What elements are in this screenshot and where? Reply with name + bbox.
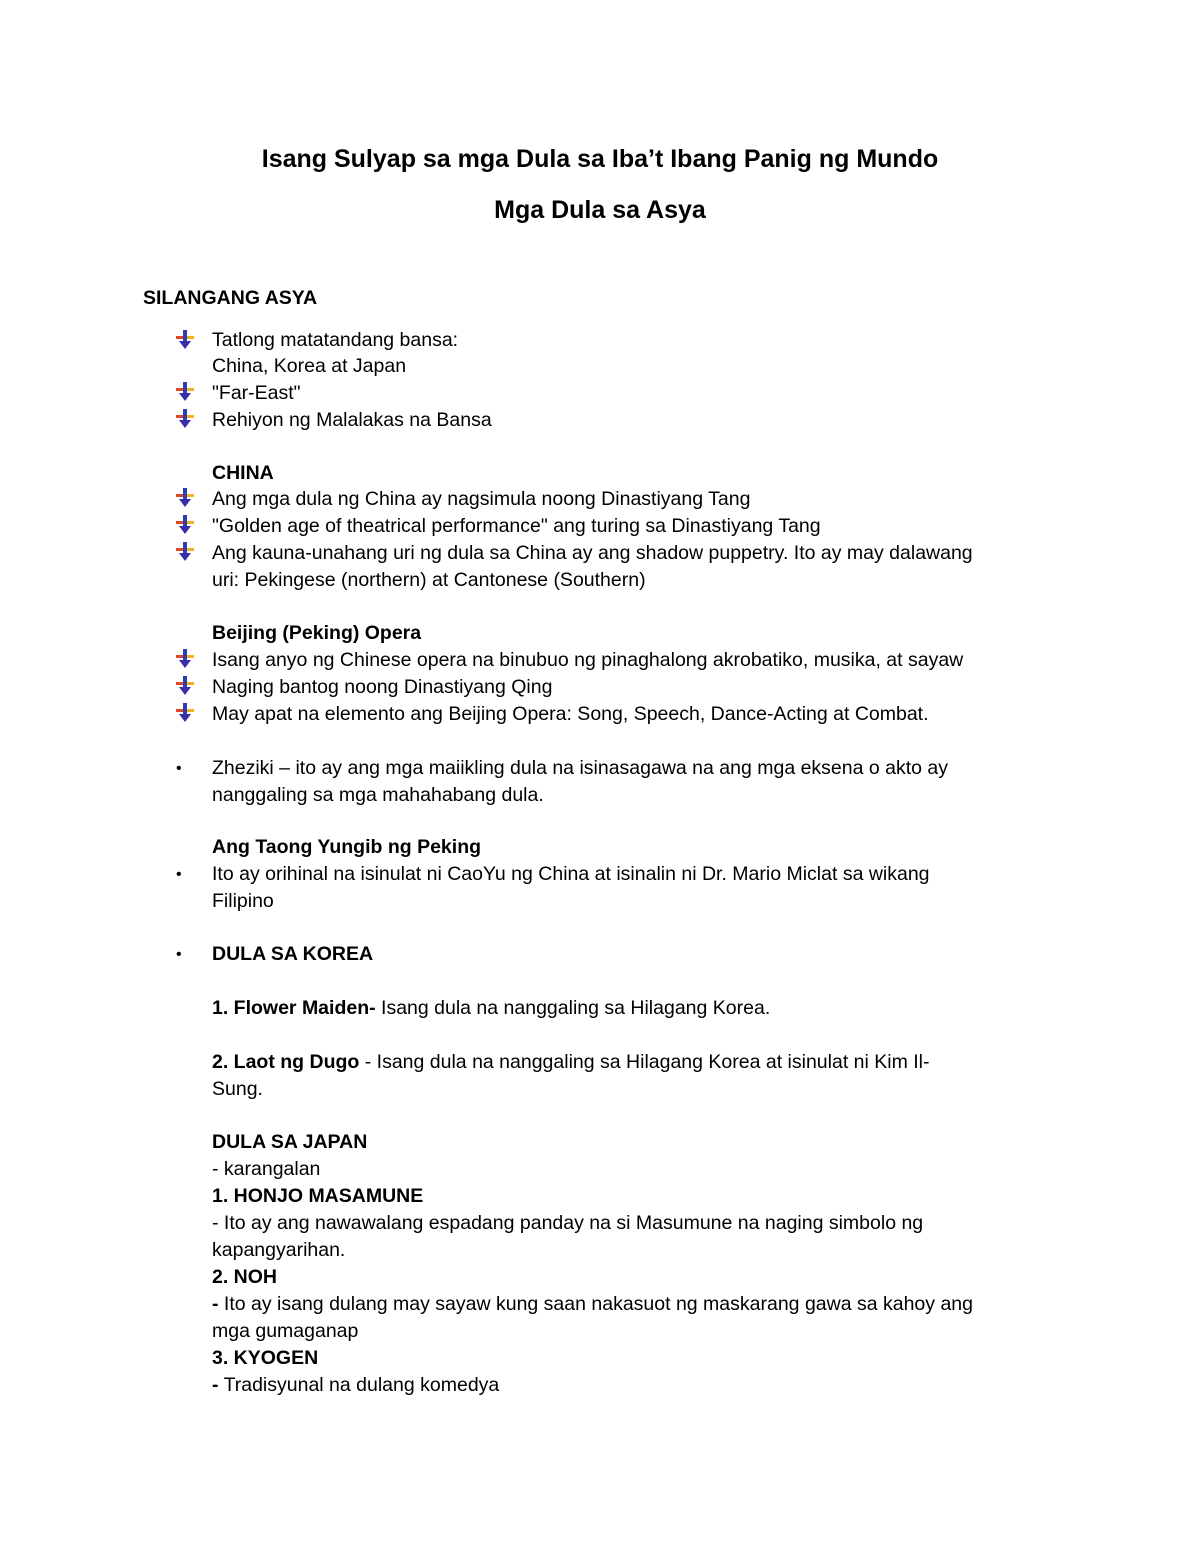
arrow-bullet-icon [175,703,195,723]
item-title: 2. NOH [212,1266,278,1288]
item-text-body: Tradisyunal na dulang komedya [218,1374,500,1396]
list-item-continuation: uri: Pekingese (northern) at Cantonese (Southern) [212,569,646,591]
arrow-bullet-icon [175,649,195,669]
list-item: Zheziki – ito ay ang mga maiikling dula na isinasagawa na ang mga eksena o akto ay [212,757,949,779]
item-title: 3. KYOGEN [212,1347,319,1369]
list-item: May apat na elemento ang Beijing Opera: Song, Speech, Dance-Acting at Combat. [212,703,929,725]
dash: - [212,1374,219,1396]
list-item: Ang kauna-unahang uri ng dula sa China ay ang shadow puppetry. Ito ay may dalawang [212,542,973,564]
section-subtitle: - karangalan [212,1158,321,1180]
list-item: "Golden age of theatrical performance" ang turing sa Dinastiyang Tang [212,515,821,537]
item-title: 1. HONJO MASAMUNE [212,1185,424,1207]
list-item: Naging bantog noong Dinastiyang Qing [212,676,553,698]
item-text-body: Ito ay isang dulang may sayaw kung saan nakasuot ng maskarang gawa sa kahoy ang [218,1293,973,1315]
item-text: - Ito ay ang nawawalang espadang panday na si Masumune na naging simbolo ng [212,1212,924,1234]
item-text [212,1295,973,1315]
item-text-continuation: mga gumaganap [212,1320,359,1342]
section-heading-beijing-opera: Beijing (Peking) Opera [212,622,422,644]
bullet-dot-icon: • [176,866,182,883]
list-item-continuation: China, Korea at Japan [212,355,407,377]
arrow-bullet-icon [175,330,195,350]
item-title: 2. Laot ng Dugo [212,1051,360,1073]
arrow-bullet-icon [175,542,195,562]
list-item: Isang anyo ng Chinese opera na binubuo ng pinaghalong akrobatiko, musika, at sayaw [212,649,964,671]
item-title: 1. Flower Maiden- [212,997,376,1019]
arrow-bullet-icon [175,409,195,429]
item-text-continuation: kapangyarihan. [212,1239,346,1261]
bullet-dot-icon: • [176,760,182,777]
arrow-bullet-icon [175,382,195,402]
list-item [212,999,770,1019]
section-heading-silangang-asya: SILANGANG ASYA [143,287,318,309]
list-item-continuation: Sung. [212,1078,263,1100]
section-heading-japan: DULA SA JAPAN [212,1131,368,1153]
list-item-continuation: Filipino [212,890,274,912]
list-item: Ito ay orihinal na isinulat ni CaoYu ng China at isinalin ni Dr. Mario Miclat sa wikang [212,863,930,885]
section-heading-taong-yungib: Ang Taong Yungib ng Peking [212,836,482,858]
list-item: Tatlong matatandang bansa: [212,329,459,351]
page-subtitle: Mga Dula sa Asya [494,196,706,224]
arrow-bullet-icon [175,515,195,535]
list-item-continuation: nanggaling sa mga mahahabang dula. [212,784,544,806]
page-title: Isang Sulyap sa mga Dula sa Iba’t Ibang Panig ng Mundo [261,145,939,173]
list-item: Rehiyon ng Malalakas na Bansa [212,409,492,431]
section-heading-korea: DULA SA KOREA [212,943,374,965]
dash: - [212,1293,219,1315]
list-item: "Far-East" [212,382,301,404]
item-text [212,1376,499,1396]
arrow-bullet-icon [175,488,195,508]
list-item: Ang mga dula ng China ay nagsimula noong Dinastiyang Tang [212,488,751,510]
item-text: Isang dula na nanggaling sa Hilagang Korea. [375,997,771,1019]
section-heading-china: CHINA [212,462,274,484]
bullet-dot-icon: • [176,946,182,963]
arrow-bullet-icon [175,676,195,696]
list-item [212,1053,930,1073]
item-text: - Isang dula na nanggaling sa Hilagang Korea at isinulat ni Kim Il- [359,1051,930,1073]
